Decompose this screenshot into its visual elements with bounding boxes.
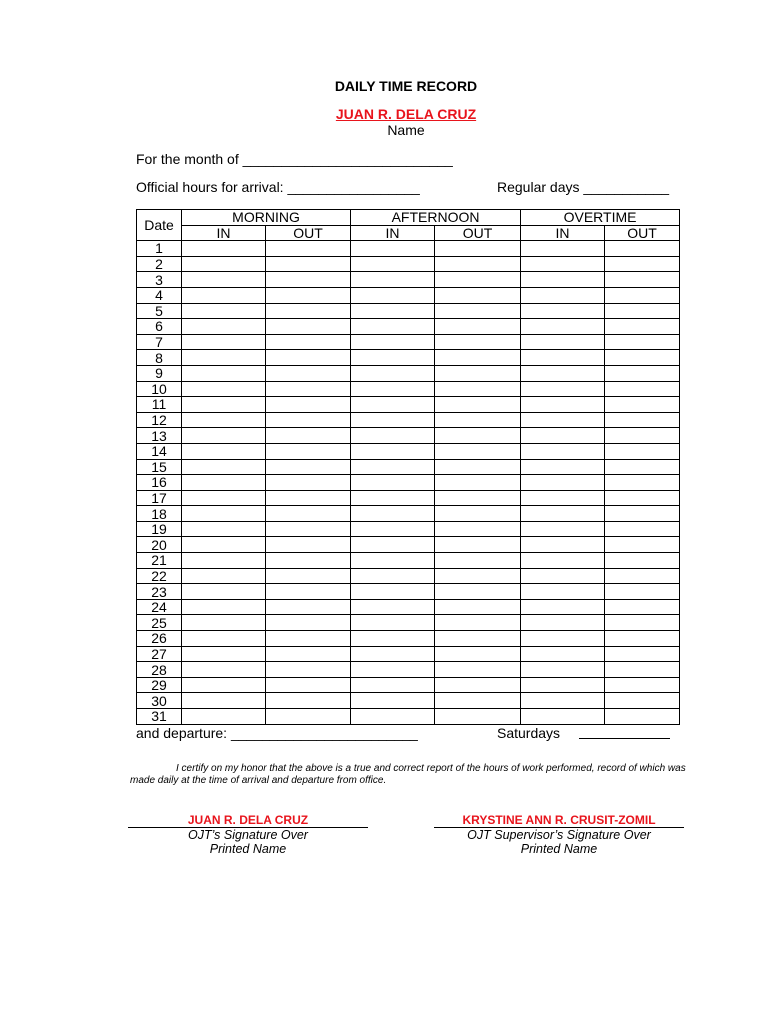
supervisor-signature-caption — [434, 828, 684, 856]
time-entry-cell — [182, 709, 266, 725]
time-entry-cell — [605, 662, 680, 678]
time-entry-cell — [435, 521, 521, 537]
time-entry-cell — [351, 428, 435, 444]
time-entry-cell — [521, 397, 605, 413]
time-entry-cell — [266, 475, 351, 491]
time-entry-cell — [266, 693, 351, 709]
time-entry-cell — [351, 584, 435, 600]
table-row — [137, 443, 680, 459]
time-entry-cell — [605, 631, 680, 647]
time-entry-cell — [521, 631, 605, 647]
time-entry-cell — [521, 646, 605, 662]
time-entry-cell — [521, 334, 605, 350]
time-entry-cell — [605, 677, 680, 693]
time-entry-cell — [182, 459, 266, 475]
time-entry-cell — [435, 287, 521, 303]
time-entry-cell — [521, 521, 605, 537]
time-entry-cell — [266, 506, 351, 522]
ojt-signature-caption — [128, 828, 368, 856]
time-entry-cell — [266, 521, 351, 537]
time-entry-cell — [266, 599, 351, 615]
table-row — [137, 241, 680, 257]
time-entry-cell — [605, 428, 680, 444]
time-entry-cell — [605, 615, 680, 631]
time-entry-cell — [182, 521, 266, 537]
time-entry-cell — [605, 319, 680, 335]
time-entry-cell — [182, 599, 266, 615]
time-entry-cell — [435, 459, 521, 475]
time-entry-cell — [435, 599, 521, 615]
time-entry-cell — [435, 256, 521, 272]
day-number: 24 — [137, 599, 182, 615]
time-entry-cell — [351, 709, 435, 725]
table-row — [137, 350, 680, 366]
time-entry-cell — [351, 350, 435, 366]
day-number: 4 — [137, 287, 182, 303]
time-entry-cell — [521, 319, 605, 335]
time-entry-cell — [266, 256, 351, 272]
time-entry-cell — [521, 584, 605, 600]
time-entry-cell — [266, 287, 351, 303]
date-header: Date — [137, 210, 182, 241]
table-row — [137, 381, 680, 397]
time-entry-cell — [351, 365, 435, 381]
day-number: 2 — [137, 256, 182, 272]
time-entry-cell — [351, 521, 435, 537]
time-entry-cell — [182, 319, 266, 335]
time-entry-cell — [182, 568, 266, 584]
day-number: 20 — [137, 537, 182, 553]
time-entry-cell — [351, 677, 435, 693]
day-number: 16 — [137, 475, 182, 491]
time-entry-cell — [605, 709, 680, 725]
supervisor-caption-line2: Printed Name — [520, 842, 598, 856]
time-entry-cell — [266, 631, 351, 647]
time-entry-cell — [605, 599, 680, 615]
time-entry-cell — [182, 272, 266, 288]
day-number: 25 — [137, 615, 182, 631]
ojt-caption-line2: Printed Name — [209, 842, 287, 856]
time-entry-cell — [521, 568, 605, 584]
time-entry-cell — [351, 506, 435, 522]
time-entry-cell — [605, 412, 680, 428]
certification-statement — [130, 763, 690, 787]
time-entry-cell — [435, 631, 521, 647]
time-entry-cell — [266, 568, 351, 584]
time-entry-cell — [435, 475, 521, 491]
table-row — [137, 553, 680, 569]
time-entry-cell — [605, 537, 680, 553]
time-entry-cell — [182, 631, 266, 647]
time-entry-cell — [521, 615, 605, 631]
time-entry-cell — [521, 272, 605, 288]
time-entry-cell — [351, 599, 435, 615]
time-entry-cell — [605, 443, 680, 459]
time-entry-cell — [605, 272, 680, 288]
overtime-header: OVERTIME — [521, 210, 680, 226]
day-number: 12 — [137, 412, 182, 428]
time-entry-cell — [521, 537, 605, 553]
time-entry-cell — [182, 381, 266, 397]
afternoon-header: AFTERNOON — [351, 210, 521, 226]
group-header-row — [137, 210, 680, 226]
time-entry-cell — [605, 693, 680, 709]
time-entry-cell — [521, 350, 605, 366]
time-entry-cell — [435, 537, 521, 553]
time-entry-cell — [266, 412, 351, 428]
time-entry-cell — [182, 241, 266, 257]
time-entry-cell — [266, 709, 351, 725]
month-field: For the month of ___________________________ — [136, 151, 453, 167]
time-entry-cell — [351, 443, 435, 459]
time-entry-cell — [605, 506, 680, 522]
time-entry-cell — [435, 693, 521, 709]
time-entry-cell — [182, 397, 266, 413]
day-number: 29 — [137, 677, 182, 693]
time-entry-cell — [351, 334, 435, 350]
time-entry-cell — [351, 553, 435, 569]
time-entry-cell — [351, 303, 435, 319]
employee-name: JUAN R. DELA CRUZ — [335, 106, 477, 122]
saturdays-label: Saturdays — [497, 725, 561, 741]
time-entry-cell — [351, 397, 435, 413]
day-number: 18 — [137, 506, 182, 522]
overtime-out-header: OUT — [605, 225, 680, 241]
morning-header: MORNING — [182, 210, 351, 226]
table-row — [137, 459, 680, 475]
supervisor-caption-line1: OJT Supervisor’s Signature Over — [467, 828, 651, 842]
day-number: 15 — [137, 459, 182, 475]
time-entry-cell — [521, 506, 605, 522]
time-entry-cell — [266, 334, 351, 350]
table-row — [137, 412, 680, 428]
time-entry-cell — [182, 334, 266, 350]
table-row — [137, 646, 680, 662]
table-row — [137, 521, 680, 537]
time-entry-cell — [521, 412, 605, 428]
time-entry-cell — [521, 256, 605, 272]
time-entry-cell — [521, 677, 605, 693]
time-entry-cell — [521, 475, 605, 491]
time-entry-cell — [182, 350, 266, 366]
time-entry-cell — [351, 646, 435, 662]
time-entry-cell — [266, 241, 351, 257]
time-entry-cell — [351, 615, 435, 631]
table-row — [137, 397, 680, 413]
table-row — [137, 662, 680, 678]
time-entry-cell — [351, 459, 435, 475]
day-number: 30 — [137, 693, 182, 709]
time-entry-cell — [182, 537, 266, 553]
time-entry-cell — [435, 412, 521, 428]
time-entry-cell — [351, 319, 435, 335]
day-number: 13 — [137, 428, 182, 444]
time-entry-cell — [182, 553, 266, 569]
time-entry-cell — [521, 662, 605, 678]
time-entry-cell — [521, 381, 605, 397]
morning-in-header: IN — [182, 225, 266, 241]
day-number: 14 — [137, 443, 182, 459]
day-number: 5 — [137, 303, 182, 319]
sub-header-row — [137, 225, 680, 241]
time-entry-cell — [182, 428, 266, 444]
time-entry-cell — [182, 490, 266, 506]
time-entry-cell — [351, 693, 435, 709]
time-entry-cell — [605, 584, 680, 600]
table-row — [137, 568, 680, 584]
time-entry-cell — [266, 553, 351, 569]
day-number: 6 — [137, 319, 182, 335]
time-entry-cell — [182, 443, 266, 459]
time-entry-cell — [435, 365, 521, 381]
table-row — [137, 287, 680, 303]
time-entry-cell — [435, 553, 521, 569]
time-entry-cell — [435, 615, 521, 631]
time-entry-cell — [351, 412, 435, 428]
time-entry-cell — [521, 303, 605, 319]
time-entry-cell — [182, 662, 266, 678]
name-label: Name — [387, 122, 425, 138]
time-entry-cell — [266, 428, 351, 444]
time-entry-cell — [351, 490, 435, 506]
time-entry-cell — [351, 662, 435, 678]
time-entry-cell — [182, 365, 266, 381]
table-row — [137, 693, 680, 709]
table-row — [137, 537, 680, 553]
time-entry-cell — [521, 599, 605, 615]
time-entry-cell — [435, 350, 521, 366]
time-entry-cell — [351, 475, 435, 491]
day-number: 26 — [137, 631, 182, 647]
day-number: 7 — [137, 334, 182, 350]
time-entry-cell — [182, 303, 266, 319]
ojt-printed-name: JUAN R. DELA CRUZ — [187, 813, 309, 827]
time-entry-cell — [266, 319, 351, 335]
time-entry-cell — [266, 443, 351, 459]
time-entry-cell — [266, 381, 351, 397]
time-entry-cell — [605, 256, 680, 272]
table-row — [137, 272, 680, 288]
regular-days-field: Regular days ___________ — [497, 179, 670, 195]
time-entry-cell — [435, 428, 521, 444]
time-entry-cell — [605, 568, 680, 584]
time-entry-cell — [182, 287, 266, 303]
page-title: DAILY TIME RECORD — [334, 78, 478, 94]
day-number: 19 — [137, 521, 182, 537]
day-number: 31 — [137, 709, 182, 725]
time-entry-cell — [435, 319, 521, 335]
time-entry-cell — [435, 677, 521, 693]
time-entry-cell — [435, 506, 521, 522]
supervisor-printed-name: KRYSTINE ANN R. CRUSIT-ZOMIL — [462, 813, 656, 827]
time-entry-cell — [182, 677, 266, 693]
time-entry-cell — [521, 443, 605, 459]
table-row — [137, 490, 680, 506]
day-number: 8 — [137, 350, 182, 366]
time-entry-cell — [351, 537, 435, 553]
time-entry-cell — [521, 241, 605, 257]
overtime-in-header: IN — [521, 225, 605, 241]
day-number: 21 — [137, 553, 182, 569]
time-entry-cell — [435, 443, 521, 459]
time-entry-cell — [605, 521, 680, 537]
time-entry-cell — [266, 646, 351, 662]
time-entry-cell — [351, 568, 435, 584]
saturdays-blank-line — [579, 738, 670, 739]
day-number: 27 — [137, 646, 182, 662]
time-entry-cell — [605, 334, 680, 350]
time-entry-cell — [266, 662, 351, 678]
table-row — [137, 506, 680, 522]
time-entry-cell — [266, 365, 351, 381]
time-record-table — [136, 209, 680, 725]
time-entry-cell — [521, 459, 605, 475]
table-row — [137, 319, 680, 335]
day-number: 22 — [137, 568, 182, 584]
time-entry-cell — [521, 553, 605, 569]
day-number: 28 — [137, 662, 182, 678]
time-entry-cell — [266, 490, 351, 506]
certification-text: I certify on my honor that the above is a true and correct report of the hours of work performed, record of which was made daily at the time of arrival and departure from office. — [130, 763, 686, 786]
day-number: 1 — [137, 241, 182, 257]
ojt-caption-line1: OJT’s Signature Over — [188, 828, 308, 842]
time-entry-cell — [521, 428, 605, 444]
time-entry-cell — [605, 475, 680, 491]
time-entry-cell — [266, 303, 351, 319]
time-entry-cell — [351, 631, 435, 647]
day-number: 10 — [137, 381, 182, 397]
time-entry-cell — [605, 381, 680, 397]
time-entry-cell — [351, 241, 435, 257]
time-entry-cell — [605, 303, 680, 319]
table-row — [137, 256, 680, 272]
time-entry-cell — [266, 615, 351, 631]
time-entry-cell — [182, 506, 266, 522]
table-row — [137, 365, 680, 381]
table-row — [137, 599, 680, 615]
time-entry-cell — [182, 475, 266, 491]
day-number: 3 — [137, 272, 182, 288]
time-entry-cell — [435, 709, 521, 725]
time-entry-cell — [351, 272, 435, 288]
afternoon-out-header: OUT — [435, 225, 521, 241]
time-entry-cell — [605, 459, 680, 475]
day-number: 17 — [137, 490, 182, 506]
time-entry-cell — [182, 412, 266, 428]
time-entry-cell — [351, 287, 435, 303]
time-entry-cell — [435, 303, 521, 319]
time-entry-cell — [605, 553, 680, 569]
time-entry-cell — [605, 397, 680, 413]
table-row — [137, 584, 680, 600]
time-entry-cell — [182, 693, 266, 709]
time-entry-cell — [435, 646, 521, 662]
time-entry-cell — [605, 241, 680, 257]
day-number: 23 — [137, 584, 182, 600]
afternoon-in-header: IN — [351, 225, 435, 241]
morning-out-header: OUT — [266, 225, 351, 241]
departure-hours-field: and departure: ________________________ — [136, 725, 418, 741]
table-row — [137, 334, 680, 350]
time-entry-cell — [266, 350, 351, 366]
time-entry-cell — [435, 381, 521, 397]
time-entry-cell — [435, 662, 521, 678]
arrival-hours-field: Official hours for arrival: _________________ — [136, 179, 420, 195]
time-entry-cell — [435, 272, 521, 288]
time-entry-cell — [266, 459, 351, 475]
time-entry-cell — [521, 490, 605, 506]
time-entry-cell — [266, 397, 351, 413]
time-entry-cell — [182, 646, 266, 662]
table-row — [137, 615, 680, 631]
day-number: 9 — [137, 365, 182, 381]
table-row — [137, 677, 680, 693]
time-entry-cell — [605, 350, 680, 366]
time-entry-cell — [521, 287, 605, 303]
time-entry-cell — [605, 646, 680, 662]
time-entry-cell — [605, 287, 680, 303]
time-entry-cell — [521, 693, 605, 709]
time-entry-cell — [435, 568, 521, 584]
table-row — [137, 428, 680, 444]
time-entry-cell — [605, 365, 680, 381]
time-entry-cell — [521, 709, 605, 725]
table-row — [137, 631, 680, 647]
time-entry-cell — [182, 256, 266, 272]
time-entry-cell — [182, 615, 266, 631]
time-entry-cell — [266, 537, 351, 553]
day-number: 11 — [137, 397, 182, 413]
time-entry-cell — [435, 584, 521, 600]
time-entry-cell — [435, 490, 521, 506]
time-entry-cell — [435, 397, 521, 413]
time-entry-cell — [266, 272, 351, 288]
time-entry-cell — [351, 381, 435, 397]
table-row — [137, 475, 680, 491]
time-entry-cell — [605, 490, 680, 506]
time-entry-cell — [521, 365, 605, 381]
time-entry-cell — [266, 677, 351, 693]
time-entry-cell — [182, 584, 266, 600]
time-entry-cell — [435, 334, 521, 350]
table-row — [137, 303, 680, 319]
time-entry-cell — [435, 241, 521, 257]
time-entry-cell — [266, 584, 351, 600]
time-entry-cell — [351, 256, 435, 272]
table-row — [137, 709, 680, 725]
